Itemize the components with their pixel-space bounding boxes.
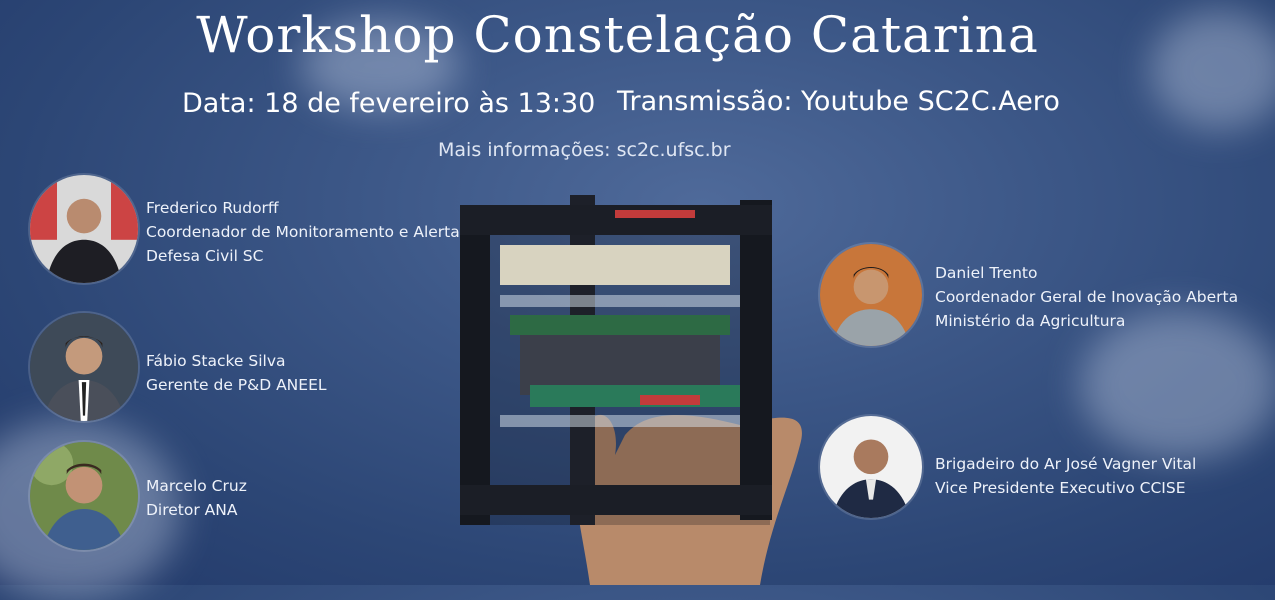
- speaker-name: Marcelo Cruz: [146, 477, 247, 495]
- speaker-info: [935, 452, 1196, 500]
- avatar: [30, 175, 138, 283]
- speaker-info: [146, 349, 327, 397]
- avatar: [30, 442, 138, 550]
- speaker-name: Daniel Trento: [935, 264, 1038, 282]
- speaker-role: Coordenador Geral de Inovação Aberta: [935, 288, 1239, 306]
- speaker-name: Brigadeiro do Ar José Vagner Vital: [935, 455, 1197, 473]
- event-date: Data: 18 de fevereiro às 13:30: [182, 88, 596, 119]
- speaker-org: Defesa Civil SC: [146, 247, 264, 265]
- avatar: [820, 244, 922, 346]
- cubesat-in-hand-image: [440, 185, 820, 585]
- speaker-info: [146, 196, 460, 268]
- speaker-name: Fábio Stacke Silva: [146, 352, 286, 370]
- speaker-role: Gerente de P&D ANEEL: [146, 376, 327, 394]
- avatar: [820, 416, 922, 518]
- speaker-info: [935, 261, 1238, 333]
- speaker-info: [146, 474, 247, 522]
- event-more-info: Mais informações: sc2c.ufsc.br: [438, 139, 731, 161]
- speaker-role: Vice Presidente Executivo CCISE: [935, 479, 1186, 497]
- speaker-role: Diretor ANA: [146, 501, 238, 519]
- avatar: [30, 313, 138, 421]
- event-stream: Transmissão: Youtube SC2C.Aero: [617, 86, 1060, 117]
- speaker-org: Ministério da Agricultura: [935, 312, 1126, 330]
- speaker-name: Frederico Rudorff: [146, 199, 279, 217]
- speaker-role: Coordenador de Monitoramento e Alerta: [146, 223, 460, 241]
- page-title: Workshop Constelação Catarina: [196, 6, 1039, 64]
